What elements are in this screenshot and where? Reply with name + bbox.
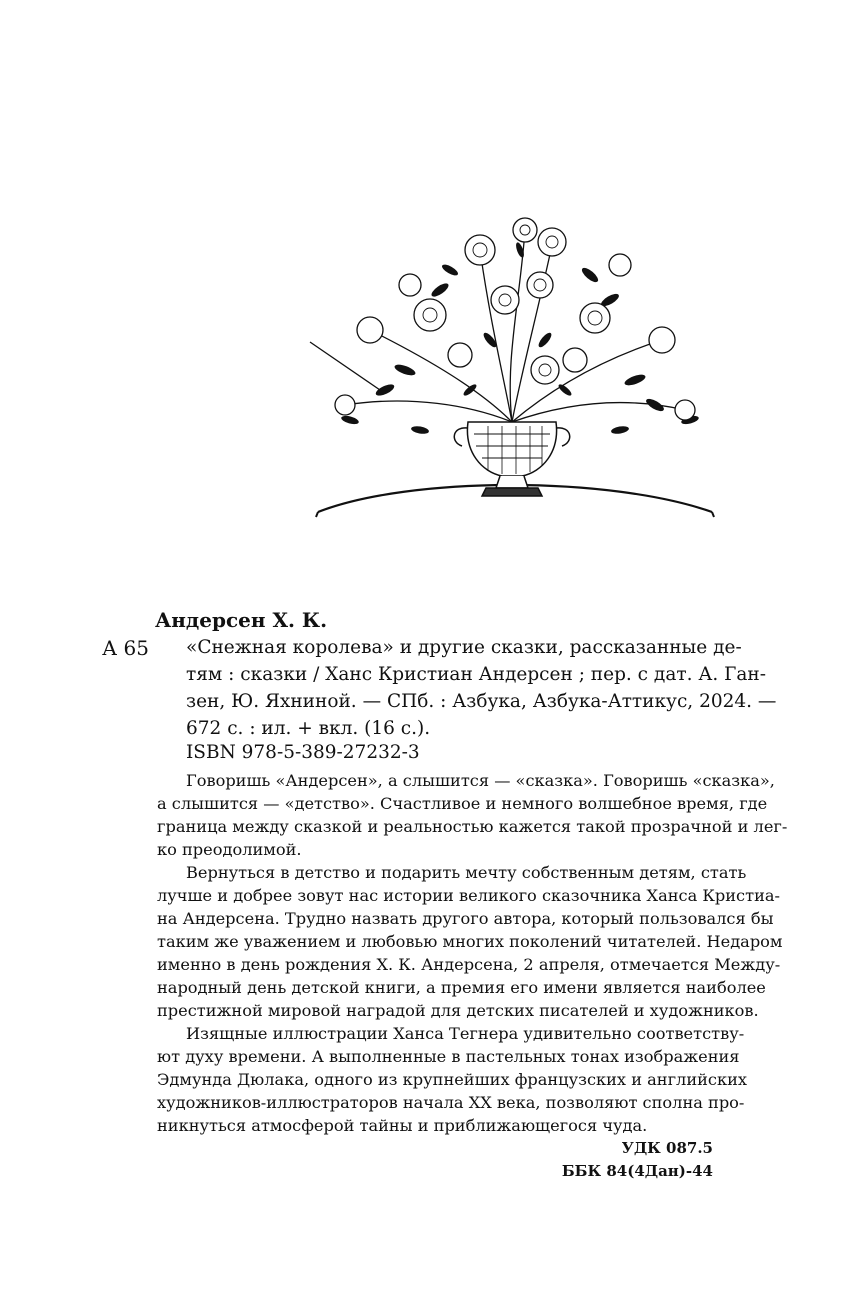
catalog-entry-line: зен, Ю. Яхниной. — СПб. : Азбука, Азбука-Аттикус, 2024. — bbox=[186, 691, 777, 712]
annotation-line: Изящные иллюстрации Ханса Тегнера удивительно соответству- bbox=[186, 1024, 745, 1043]
annotation-line: а слышится — «детство». Счастливое и немного волшебное время, где bbox=[157, 794, 768, 813]
annotation-line: именно в день рождения Х. К. Андерсена, 2 апреля, отмечается Между- bbox=[157, 955, 781, 974]
annotation-line: престижной мировой наградой для детских писателей и художников. bbox=[157, 1001, 759, 1020]
annotation-line: на Андерсена. Трудно назвать другого автора, который пользовался бы bbox=[157, 909, 774, 928]
annotation-line: никнуться атмосферой тайны и приближающегося чуда. bbox=[157, 1116, 648, 1135]
flower-urn-illustration bbox=[290, 190, 730, 530]
annotation-line: Говоришь «Андерсен», а слышится — «сказка». Говоришь «сказка», bbox=[186, 771, 775, 790]
author-index-code: А 65 bbox=[102, 636, 149, 660]
bbk-code: ББК 84(4Дан)-44 bbox=[561, 1162, 713, 1180]
annotation-line: Вернуться в детство и подарить мечту собственным детям, стать bbox=[186, 863, 747, 882]
isbn: ISBN 978-5-389-27232-3 bbox=[186, 742, 420, 763]
annotation-line: Эдмунда Дюлака, одного из крупнейших французских и английских bbox=[157, 1070, 748, 1089]
udk-code: УДК 087.5 bbox=[621, 1139, 713, 1157]
annotation-line: художников-иллюстраторов начала XX века, позволяют сполна про- bbox=[157, 1093, 745, 1112]
author-heading: Андерсен Х. К. bbox=[155, 608, 328, 632]
annotation-line: граница между сказкой и реальностью кажется такой прозрачной и лег- bbox=[157, 817, 788, 836]
annotation-line: лучше и добрее зовут нас истории великого сказочника Ханса Кристиа- bbox=[157, 886, 780, 905]
catalog-entry-line: 672 с. : ил. + вкл. (16 с.). bbox=[186, 718, 431, 739]
annotation-line: таким же уважением и любовью многих поколений читателей. Недаром bbox=[157, 932, 783, 951]
annotation-line: ко преодолимой. bbox=[157, 840, 302, 859]
annotation-line: народный день детской книги, а премия его имени является наиболее bbox=[157, 978, 766, 997]
catalog-entry-line: «Снежная королева» и другие сказки, рассказанные де- bbox=[186, 637, 742, 658]
annotation-line: ют духу времени. А выполненные в пастельных тонах изображения bbox=[157, 1047, 740, 1066]
catalog-entry-line: тям : сказки / Ханс Кристиан Андерсен ; пер. с дат. А. Ган- bbox=[186, 664, 766, 685]
